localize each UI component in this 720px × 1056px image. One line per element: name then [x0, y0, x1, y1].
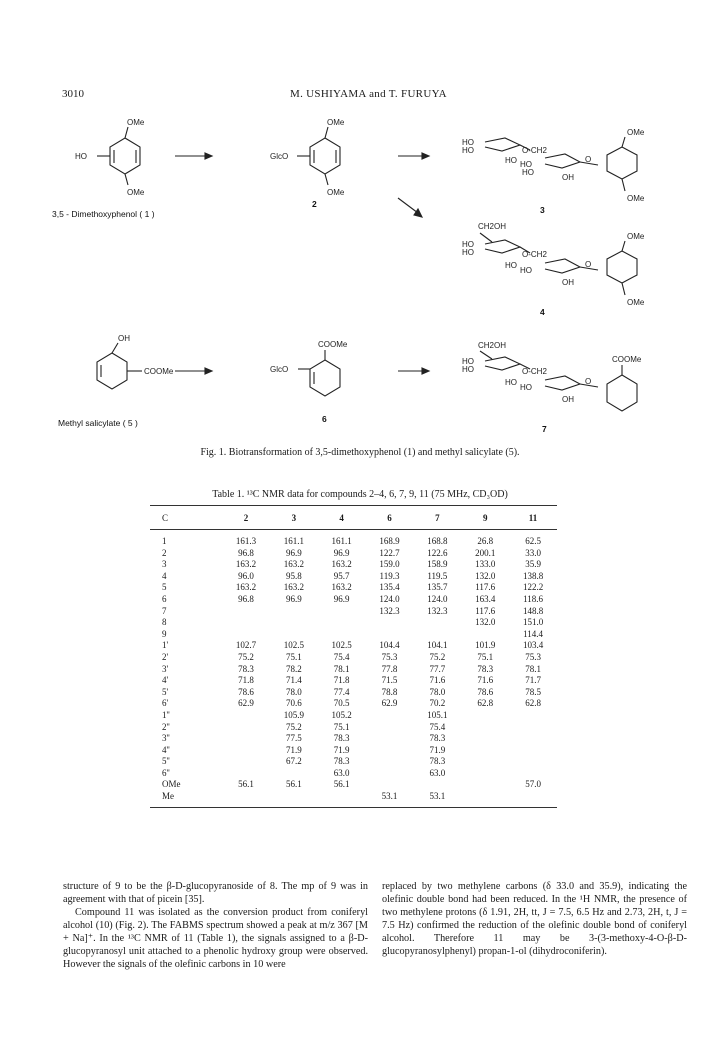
shift-value-cell — [413, 779, 461, 791]
shift-value-cell: 71.9 — [285, 744, 302, 755]
shift-value-cell: 117.6 — [475, 605, 496, 616]
page-number: 3010 — [62, 88, 84, 100]
shift-value-cell: 56.1 — [238, 779, 254, 790]
shift-value-cell: 158.9 — [427, 559, 448, 570]
shift-value-cell — [222, 733, 270, 745]
paragraph: Compound 11 was isolated as the conversion product from coniferyl alcohol (10) (Fig. 2). The FABMS spectrum showed a peak at m/z 367 [M + Na]⁺. In the ¹³C NMR of 11 (Table 1), the signals assigned to a β-D-glucopyranosyl unit attached to a phenolic hydroxy group were observed. However the signals of the olefinic carbons in 10 were — [63, 907, 368, 970]
shift-value-cell — [461, 756, 509, 768]
shift-value-cell: 71.5 — [381, 675, 398, 686]
shift-value-cell: 78.1 — [333, 663, 350, 674]
shift-value-cell: 96.8 — [238, 547, 254, 558]
carbon-label-cell: 6 — [162, 593, 167, 604]
shift-value-cell: 163.2 — [235, 582, 257, 593]
table-row — [150, 745, 557, 757]
shift-value-cell: 67.2 — [285, 756, 302, 767]
shift-value-cell: 70.2 — [429, 698, 446, 709]
shift-value-cell: 62.8 — [525, 698, 541, 709]
shift-value-cell — [366, 629, 414, 641]
shift-value-cell: 62.8 — [477, 698, 494, 709]
shift-value-cell — [222, 722, 270, 734]
shift-value-cell: 161.1 — [283, 536, 304, 546]
column-header: 4 — [318, 506, 366, 530]
shift-value-cell: 96.9 — [333, 547, 350, 558]
glco-label: GlcO — [270, 152, 289, 161]
table-row — [150, 710, 557, 722]
column-header: 9 — [461, 506, 509, 530]
carbon-label-cell: 7 — [162, 605, 167, 616]
shift-value-cell: 71.6 — [429, 675, 446, 686]
shift-value-cell: 101.9 — [475, 640, 496, 651]
compound-1-label: 3,5 - Dimethoxyphenol ( 1 ) — [52, 209, 155, 219]
shift-value-cell: 78.1 — [525, 663, 541, 674]
o-label: O — [585, 377, 592, 386]
shift-value-cell — [461, 710, 509, 722]
ho-label: HO — [462, 138, 474, 147]
shift-value-cell — [318, 617, 366, 629]
oh-label: OH — [562, 395, 574, 404]
o-label: O — [585, 155, 592, 164]
shift-value-cell — [366, 722, 414, 734]
shift-value-cell: 105.1 — [427, 709, 448, 720]
ch2oh-label: CH2OH — [478, 341, 507, 350]
shift-value-cell: 70.5 — [333, 698, 350, 709]
shift-value-cell: 53.1 — [413, 791, 461, 807]
shift-value-cell: 135.7 — [427, 582, 448, 593]
ome-label: OMe — [127, 188, 145, 197]
compound-2-structure — [297, 127, 340, 185]
shift-value-cell: 78.3 — [429, 756, 446, 767]
shift-value-cell: 96.8 — [238, 593, 254, 604]
ho-label: HO — [520, 266, 532, 275]
shift-value-cell — [222, 791, 270, 807]
table-row — [150, 664, 557, 676]
shift-value-cell: 138.8 — [522, 570, 544, 581]
shift-value-cell — [366, 733, 414, 745]
shift-value-cell: 71.9 — [333, 744, 350, 755]
carbon-label-cell: 4' — [162, 675, 169, 686]
shift-value-cell: 132.3 — [379, 605, 400, 616]
ome-label: OMe — [327, 188, 345, 197]
compound-4-label: 4 — [540, 307, 545, 317]
shift-value-cell: 33.0 — [525, 547, 541, 558]
ho-label: HO — [505, 156, 517, 165]
table-row — [150, 698, 557, 710]
table-row — [150, 687, 557, 699]
carbon-label-cell: 4'' — [162, 744, 170, 755]
table-row — [150, 756, 557, 768]
table-row — [150, 617, 557, 629]
shift-value-cell — [366, 779, 414, 791]
shift-value-cell — [461, 745, 509, 757]
shift-value-cell: 62.9 — [381, 698, 398, 709]
shift-value-cell: 78.3 — [333, 756, 350, 767]
shift-value-cell: 163.2 — [235, 559, 257, 570]
carbon-label-cell: 3 — [162, 559, 167, 570]
table-row — [150, 768, 557, 780]
table-row — [150, 675, 557, 687]
figure-caption: Fig. 1. Biotransformation of 3,5-dimethoxyphenol (1) and methyl salicylate (5). — [200, 447, 520, 458]
shift-value-cell: 96.0 — [238, 570, 254, 581]
shift-value-cell — [318, 791, 366, 807]
paragraph: structure of 9 to be the β-D-glucopyranoside of 8. The mp of 9 was in agreement with that of picein [35]. — [63, 881, 368, 905]
shift-value-cell — [366, 710, 414, 722]
ome-label: OMe — [127, 118, 145, 127]
shift-value-cell — [318, 629, 366, 641]
shift-value-cell — [222, 756, 270, 768]
shift-value-cell — [509, 791, 557, 807]
carbon-label-cell: 1' — [162, 640, 169, 651]
shift-value-cell: 132.0 — [475, 617, 496, 628]
coome-label: COOMe — [318, 340, 348, 349]
table-row — [150, 733, 557, 745]
table-row — [150, 594, 557, 606]
o-ch2-label: O-CH2 — [522, 367, 547, 376]
shift-value-cell: 78.3 — [429, 733, 446, 744]
ome-label: OMe — [627, 128, 645, 137]
shift-value-cell: 77.7 — [429, 663, 446, 674]
table-row — [150, 779, 557, 791]
column-header: 3 — [270, 506, 318, 530]
shift-value-cell: 95.7 — [333, 570, 350, 581]
shift-value-cell — [318, 606, 366, 618]
ho-label: HO — [462, 357, 474, 366]
shift-value-cell — [461, 779, 509, 791]
shift-value-cell: 71.7 — [525, 675, 541, 686]
shift-value-cell: 163.2 — [331, 559, 352, 570]
shift-value-cell: 71.8 — [333, 675, 350, 686]
coome-label: COOMe — [612, 355, 642, 364]
shift-value-cell — [270, 617, 318, 629]
shift-value-cell: 200.1 — [475, 547, 496, 558]
compound-4-structure — [480, 233, 637, 295]
shift-value-cell — [461, 768, 509, 780]
shift-value-cell: 114.4 — [523, 628, 544, 639]
shift-value-cell — [461, 629, 509, 641]
shift-value-cell: 135.4 — [379, 582, 400, 593]
shift-value-cell — [222, 606, 270, 618]
table-row — [150, 722, 557, 734]
shift-value-cell: 78.5 — [525, 686, 541, 697]
oh-label: OH — [118, 334, 130, 343]
shift-value-cell: 53.1 — [366, 791, 414, 807]
shift-value-cell: 118.6 — [523, 593, 544, 604]
shift-value-cell: 63.0 — [429, 767, 446, 778]
shift-value-cell: 63.0 — [333, 767, 350, 778]
shift-value-cell: 62.5 — [525, 536, 541, 546]
shift-value-cell: 70.6 — [285, 698, 302, 709]
shift-value-cell — [461, 791, 509, 807]
shift-value-cell: 78.2 — [285, 663, 302, 674]
shift-value-cell: 163.4 — [475, 593, 496, 604]
shift-value-cell — [509, 733, 557, 745]
carbon-label-cell: 3' — [162, 663, 169, 674]
compound-2-label: 2 — [312, 199, 317, 209]
shift-value-cell: 103.4 — [522, 640, 544, 651]
shift-value-cell: 71.6 — [477, 675, 494, 686]
shift-value-cell — [222, 617, 270, 629]
oh-label: OH — [562, 173, 574, 182]
shift-value-cell — [270, 768, 318, 780]
shift-value-cell: 56.1 — [285, 779, 302, 790]
shift-value-cell: 56.1 — [333, 779, 350, 790]
shift-value-cell: 75.2 — [285, 721, 302, 732]
shift-value-cell: 122.2 — [522, 582, 544, 593]
shift-value-cell: 78.6 — [477, 686, 494, 697]
shift-value-cell: 163.2 — [283, 559, 304, 570]
ch2oh-label: CH2OH — [478, 222, 507, 231]
shift-value-cell: 75.3 — [381, 651, 398, 662]
shift-value-cell — [366, 745, 414, 757]
biotransformation-figure — [0, 105, 720, 440]
shift-value-cell: 124.0 — [427, 593, 448, 604]
shift-value-cell: 122.7 — [379, 547, 400, 558]
shift-value-cell: 102.5 — [283, 640, 304, 651]
ome-label: OMe — [327, 118, 345, 127]
carbon-label-cell: 4 — [162, 570, 167, 581]
shift-value-cell — [509, 768, 557, 780]
compound-6-structure — [298, 350, 340, 396]
shift-value-cell — [509, 710, 557, 722]
shift-value-cell: 168.9 — [379, 536, 400, 546]
shift-value-cell — [366, 768, 414, 780]
shift-value-cell — [270, 791, 318, 807]
shift-value-cell — [509, 722, 557, 734]
ome-label: OMe — [627, 194, 645, 203]
shift-value-cell: 71.9 — [429, 744, 446, 755]
shift-value-cell: 78.0 — [429, 686, 446, 697]
arrow-2-to-4 — [398, 198, 418, 213]
shift-value-cell: 96.9 — [285, 593, 302, 604]
shift-value-cell — [222, 745, 270, 757]
carbon-label-cell: 1 — [162, 536, 167, 546]
shift-value-cell: 78.3 — [477, 663, 494, 674]
carbon-label-cell: 1'' — [162, 709, 170, 720]
shift-value-cell: 102.7 — [235, 640, 257, 651]
right-column — [382, 880, 687, 958]
shift-value-cell — [413, 629, 461, 641]
shift-value-cell: 78.0 — [285, 686, 302, 697]
shift-value-cell: 78.3 — [333, 733, 350, 744]
carbon-label-cell: 6'' — [162, 767, 170, 778]
carbon-label-cell: 6' — [162, 698, 169, 709]
ome-label: OMe — [627, 232, 645, 241]
coome-label: COOMe — [144, 367, 174, 376]
table-row — [150, 629, 557, 641]
shift-value-cell: 75.1 — [333, 721, 350, 732]
shift-value-cell — [366, 617, 414, 629]
shift-value-cell: 159.0 — [379, 559, 400, 570]
ho-label: HO — [505, 261, 517, 270]
shift-value-cell: 148.8 — [522, 605, 544, 616]
oh-label: OH — [562, 278, 574, 287]
shift-value-cell: 78.6 — [238, 686, 254, 697]
shift-value-cell: 104.4 — [379, 640, 400, 651]
shift-value-cell: 57.0 — [525, 779, 541, 790]
shift-value-cell: 168.8 — [427, 536, 448, 546]
shift-value-cell: 78.8 — [381, 686, 398, 697]
compound-3-label: 3 — [540, 205, 545, 215]
table-row — [150, 559, 557, 571]
shift-value-cell — [461, 722, 509, 734]
compound-5-structure — [97, 343, 142, 389]
shift-value-cell: 132.3 — [427, 605, 448, 616]
shift-value-cell: 78.3 — [238, 663, 254, 674]
shift-value-cell: 163.2 — [331, 582, 352, 593]
column-header: 6 — [366, 506, 414, 530]
carbon-label-cell: 2' — [162, 651, 169, 662]
compound-6-label: 6 — [322, 414, 327, 424]
shift-value-cell: 124.0 — [379, 593, 400, 604]
table-row — [150, 606, 557, 618]
running-title: M. USHIYAMA and T. FURUYA — [290, 88, 447, 100]
shift-value-cell: 71.8 — [238, 675, 254, 686]
ho-label: HO — [520, 383, 532, 392]
table-row — [150, 582, 557, 594]
shift-value-cell — [222, 629, 270, 641]
shift-value-cell: 77.8 — [381, 663, 398, 674]
o-label: O — [585, 260, 592, 269]
table-body — [150, 530, 557, 808]
shift-value-cell: 105.9 — [283, 709, 304, 720]
shift-value-cell: 119.5 — [427, 570, 448, 581]
table-row — [150, 640, 557, 652]
shift-value-cell: 133.0 — [475, 559, 496, 570]
carbon-label-cell: 3'' — [162, 733, 170, 744]
column-header: 2 — [222, 506, 270, 530]
shift-value-cell: 151.0 — [522, 617, 544, 628]
ho-label: HO — [505, 378, 517, 387]
shift-value-cell: 117.6 — [475, 582, 496, 593]
shift-value-cell — [270, 606, 318, 618]
shift-value-cell: 163.2 — [283, 582, 304, 593]
shift-value-cell: 105.2 — [331, 709, 352, 720]
carbon-label-cell: Me — [150, 791, 222, 807]
table-row — [150, 791, 557, 807]
shift-value-cell: 119.3 — [379, 570, 400, 581]
ho-label: HO — [522, 168, 534, 177]
table-caption: Table 1. ¹³C NMR data for compounds 2–4, 6, 7, 9, 11 (75 MHz, CD₃OD) — [212, 489, 508, 500]
shift-value-cell: 161.1 — [331, 536, 352, 546]
column-header: C — [150, 506, 222, 530]
shift-value-cell — [461, 733, 509, 745]
ho-label: HO — [520, 160, 532, 169]
compound-1-structure — [97, 127, 140, 185]
shift-value-cell: 75.2 — [238, 651, 254, 662]
shift-value-cell — [222, 710, 270, 722]
shift-value-cell: 75.1 — [477, 651, 494, 662]
shift-value-cell: 26.8 — [477, 536, 494, 546]
shift-value-cell — [413, 617, 461, 629]
carbon-label-cell: OMe — [162, 779, 181, 790]
table-row — [150, 530, 557, 548]
carbon-label-cell: 8 — [162, 617, 167, 628]
shift-value-cell: 95.8 — [285, 570, 302, 581]
shift-value-cell: 122.6 — [427, 547, 448, 558]
ho-label: HO — [462, 365, 474, 374]
paragraph: replaced by two methylene carbons (δ 33.0 and 35.9), indicating the olefinic double bond had been reduced. In the ¹H NMR, the presence of two methylene protons (δ 1.91, 2H, tt, J = 7.5, 6.5 Hz and 2.73, 2H, t, J = 7.5 Hz) confirmed the reduction of the olefinic double bond of coniferyl alcohol. Therefore 11 may be 3-(3-methoxy-4-O-β-D-glucopyranosylphenyl) propan-1-ol (dihydroconiferin). — [382, 881, 687, 957]
table-header-row — [150, 506, 557, 530]
shift-value-cell: 62.9 — [238, 698, 254, 709]
shift-value-cell: 102.5 — [331, 640, 352, 651]
carbon-label-cell: 5' — [162, 686, 169, 697]
shift-value-cell — [509, 756, 557, 768]
shift-value-cell: 161.3 — [235, 536, 257, 546]
left-column — [63, 880, 368, 971]
ome-label: OMe — [627, 298, 645, 307]
table-row — [150, 652, 557, 664]
o-ch2-label: O-CH2 — [522, 250, 547, 259]
column-header: 7 — [413, 506, 461, 530]
shift-value-cell: 35.9 — [525, 559, 541, 570]
carbon-label-cell: 5'' — [162, 756, 170, 767]
shift-value-cell — [270, 629, 318, 641]
shift-value-cell: 96.9 — [333, 593, 350, 604]
shift-value-cell: 132.0 — [475, 570, 496, 581]
shift-value-cell: 96.9 — [285, 547, 302, 558]
shift-value-cell — [222, 768, 270, 780]
carbon-label-cell: 2'' — [162, 721, 170, 732]
shift-value-cell — [366, 756, 414, 768]
shift-value-cell: 75.3 — [525, 651, 541, 662]
column-header: 11 — [509, 506, 557, 530]
shift-value-cell: 104.1 — [427, 640, 448, 651]
carbon-label-cell: 5 — [162, 582, 167, 593]
table-row — [150, 548, 557, 560]
carbon-label-cell: 2 — [162, 547, 167, 558]
o-ch2-label: O-CH2 — [522, 146, 547, 155]
compound-7-label: 7 — [542, 424, 547, 434]
shift-value-cell: 77.5 — [285, 733, 302, 744]
ho-label: HO — [462, 248, 474, 257]
shift-value-cell: 75.1 — [285, 651, 302, 662]
ho-label: HO — [462, 240, 474, 249]
compound-5-label: Methyl salicylate ( 5 ) — [58, 418, 138, 428]
carbon-label-cell: 9 — [162, 628, 167, 639]
ho-label: HO — [75, 152, 87, 161]
table-row — [150, 571, 557, 583]
shift-value-cell: 75.4 — [429, 721, 446, 732]
shift-value-cell: 75.4 — [333, 651, 350, 662]
shift-value-cell: 71.4 — [285, 675, 302, 686]
shift-value-cell: 75.2 — [429, 651, 446, 662]
shift-value-cell: 77.4 — [333, 686, 350, 697]
shift-value-cell — [509, 745, 557, 757]
glco-label: GlcO — [270, 365, 289, 374]
ho-label: HO — [462, 146, 474, 155]
nmr-table — [150, 505, 557, 808]
